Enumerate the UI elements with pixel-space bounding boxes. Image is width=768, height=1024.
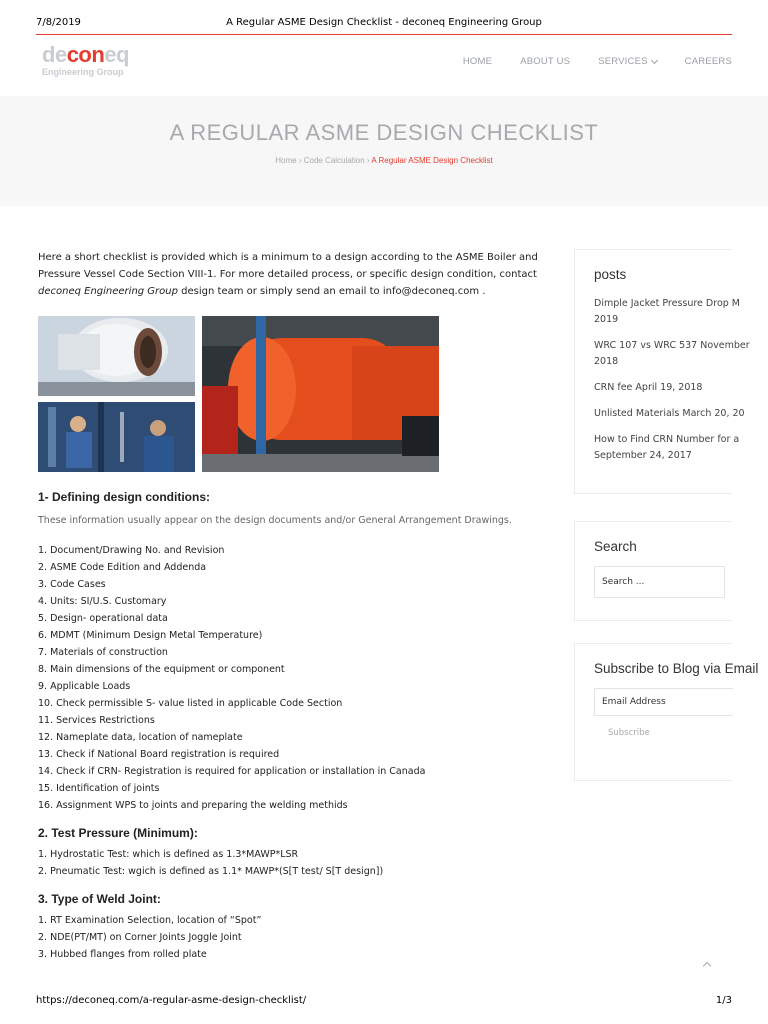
nav-services[interactable]: SERVICES xyxy=(570,56,656,67)
post-link[interactable]: CRN fee April 19, 2018 xyxy=(594,382,703,393)
breadcrumb xyxy=(0,156,768,165)
list-item: 3. Code Cases xyxy=(38,579,106,590)
vessel-photo xyxy=(38,316,195,396)
nav-home[interactable]: HOME xyxy=(462,56,493,67)
list-item: 9. Applicable Loads xyxy=(38,681,131,692)
section-heading: 1- Defining design conditions: xyxy=(38,490,210,504)
list-item: 2. Pneumatic Test: wgich is defined as 1.1* MAWP*(S[T test/ S[T design]) xyxy=(38,866,384,877)
widget-title: Search xyxy=(594,539,637,554)
list-item: 14. Check if CRN- Registration is required for application or installation in Canada xyxy=(38,766,426,777)
article-intro: Here a short checklist is provided which is a minimum to a design according to the ASME Boiler and Pressure Vessel Code Section VIII-1. For more detailed process, or specific design condition, contact deconeq Engineering Group design team or simply send an email to info@deconeq.com . xyxy=(38,252,538,297)
design-conditions-list xyxy=(38,542,538,814)
site-logo[interactable] xyxy=(42,44,142,80)
post-link[interactable]: Unlisted Materials March 20, 20 xyxy=(594,408,745,419)
widget-title: Subscribe to Blog via Email xyxy=(594,661,759,676)
scroll-to-top-icon[interactable] xyxy=(703,962,711,970)
list-item: 15. Identification of joints xyxy=(38,783,160,794)
header-divider xyxy=(36,34,732,35)
list-item: 16. Assignment WPS to joints and preparing the welding methids xyxy=(38,800,348,811)
list-item: 11. Services Restrictions xyxy=(38,715,155,726)
breadcrumb-current: A Regular ASME Design Checklist xyxy=(371,156,493,165)
recent-posts-widget xyxy=(574,249,750,494)
print-page-number: 1/3 xyxy=(715,995,732,1006)
subscribe-button[interactable]: Subscribe xyxy=(608,728,650,738)
list-item: 2. NDE(PT/MT) on Corner Joints Joggle Joint xyxy=(38,932,242,943)
list-item: 1. Document/Drawing No. and Revision xyxy=(38,545,225,556)
nav-careers[interactable]: CAREERS xyxy=(684,56,732,67)
print-title: A Regular ASME Design Checklist - deconeq Engineering Group xyxy=(226,17,542,28)
article xyxy=(38,249,538,963)
print-url: https://deconeq.com/a-regular-asme-design-checklist/ xyxy=(36,995,307,1006)
print-header xyxy=(0,0,768,36)
post-list xyxy=(575,282,750,464)
title-band xyxy=(0,96,768,206)
list-item: 1. RT Examination Selection, location of “Spot” xyxy=(38,915,262,926)
search-widget xyxy=(574,521,732,621)
email-field[interactable]: Email Address xyxy=(594,688,733,716)
widget-title: posts xyxy=(594,267,627,282)
print-date: 7/8/2019 xyxy=(36,17,81,28)
list-item: 10. Check permissible S- value listed in applicable Code Section xyxy=(38,698,343,709)
section-heading: 2. Test Pressure (Minimum): xyxy=(38,826,198,840)
post-link[interactable]: How to Find CRN Number for a September 24, 2017 xyxy=(594,434,740,461)
weld-joint-list xyxy=(38,912,538,963)
breadcrumb-separator: › xyxy=(366,156,370,165)
search-input[interactable]: Search ... xyxy=(594,566,725,598)
list-item: 6. MDMT (Minimum Design Metal Temperature) xyxy=(38,630,263,641)
nav-about-us[interactable]: ABOUT US xyxy=(520,56,571,67)
page-title: A REGULAR ASME DESIGN CHECKLIST xyxy=(169,120,599,145)
list-item: 4. Units: SI/U.S. Customary xyxy=(38,596,167,607)
list-item: 8. Main dimensions of the equipment or component xyxy=(38,664,285,675)
list-item: 3. Hubbed flanges from rolled plate xyxy=(38,949,207,960)
article-images xyxy=(38,316,538,480)
list-item: 12. Nameplate data, location of nameplate xyxy=(38,732,243,743)
list-item: 7. Materials of construction xyxy=(38,647,168,658)
post-link[interactable]: Dimple Jacket Pressure Drop M 2019 xyxy=(594,298,740,325)
logo-subtitle: Engineering Group xyxy=(42,67,124,77)
breadcrumb-separator: › xyxy=(298,156,302,165)
section-heading: 3. Type of Weld Joint: xyxy=(38,892,161,906)
list-item: 1. Hydrostatic Test: which is defined as 1.3*MAWP*LSR xyxy=(38,849,299,860)
list-item: 13. Check if National Board registration is required xyxy=(38,749,280,760)
breadcrumb-home[interactable]: Home xyxy=(275,156,297,165)
post-link[interactable]: WRC 107 vs WRC 537 November 2018 xyxy=(594,340,750,367)
workers-photo xyxy=(38,402,195,472)
test-pressure-list xyxy=(38,846,538,880)
section-description: These information usually appear on the design documents and/or General Arrangement Drawings. xyxy=(38,515,512,526)
boiler-photo xyxy=(202,316,439,472)
main-nav xyxy=(435,56,732,67)
list-item: 2. ASME Code Edition and Addenda xyxy=(38,562,207,573)
breadcrumb-code-calculation[interactable]: Code Calculation xyxy=(303,156,365,165)
logo-wordmark: deconeq xyxy=(42,42,129,67)
subscribe-widget xyxy=(574,643,759,781)
list-item: 5. Design- operational data xyxy=(38,613,168,624)
company-name: deconeq Engineering Group xyxy=(38,286,178,297)
